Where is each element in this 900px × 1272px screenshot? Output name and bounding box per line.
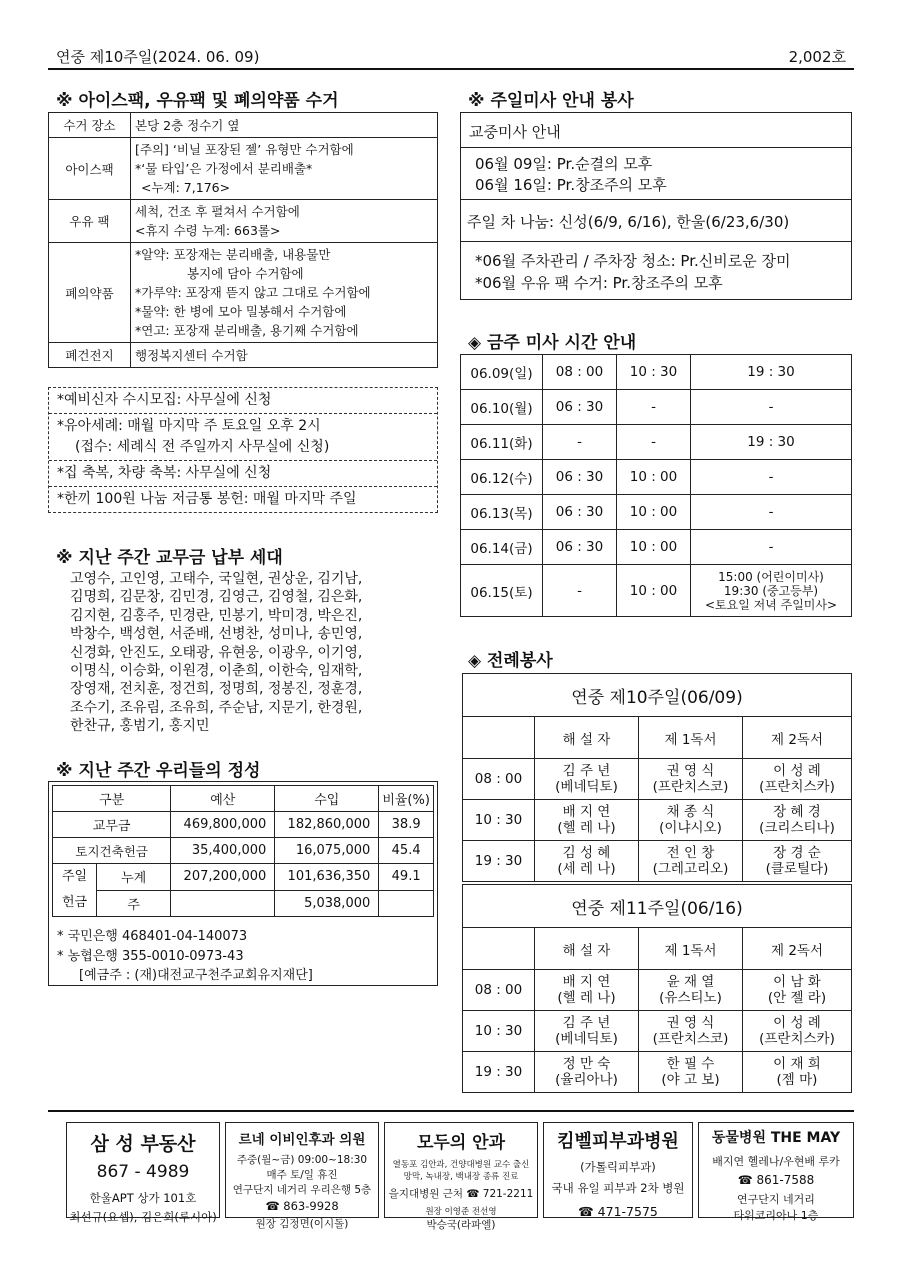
column-header: 예산 (171, 786, 275, 812)
column-header: 수입 (275, 786, 379, 812)
time-cell: 19 : 30 (463, 841, 535, 882)
notice-line: *예비신자 수시모집: 사무실에 신청 (57, 392, 272, 408)
content-line: *연고: 포장재 분리배출, 용기째 수거함에 (135, 323, 359, 338)
commentator-cell (535, 800, 639, 841)
budget-cell (171, 890, 275, 917)
notice-item (49, 388, 437, 414)
person-name: 이 남 화 (773, 974, 821, 990)
time-cell: - (617, 390, 691, 425)
person-name: 이 성 례 (773, 1015, 821, 1031)
baptismal-name: (헬 레 나) (557, 820, 616, 836)
ad-line: 배지연 헬레나/우현배 루카 (712, 1155, 840, 1168)
person-name: 전 인 창 (666, 845, 715, 861)
column-header: 해 설 자 (535, 928, 639, 970)
time-cell: 10 : 00 (617, 495, 691, 530)
time-cell: 08 : 00 (463, 759, 535, 800)
day-cell: 06.14(금) (461, 530, 543, 565)
divider (461, 199, 851, 200)
table-row (461, 460, 852, 495)
person-name: 이 성 례 (773, 763, 821, 779)
ad-line: 연구단지 네거리 우리은행 5층 (232, 1184, 372, 1196)
table-row (53, 812, 434, 838)
ad-name: 동물병원 THE MAY (711, 1130, 841, 1146)
row-label: 우유 팩 (49, 200, 131, 243)
issue-date: 연중 제10주일(2024. 06. 09) (56, 48, 260, 66)
reader2-cell (743, 759, 852, 800)
content-line: *가루약: 포장재 뜯지 않고 그대로 수거함에 (135, 285, 371, 300)
time-cell: 06 : 30 (543, 390, 617, 425)
ad-line: 최선규(요셉), 김은희(루시아) (69, 1210, 217, 1224)
donor-line: 이명식, 이승화, 이원경, 이춘희, 이한숙, 임재학, (70, 663, 363, 680)
baptismal-name: (율리아나) (555, 1072, 618, 1088)
notice-item (49, 461, 437, 487)
table-row (461, 495, 852, 530)
finance-table (52, 785, 434, 917)
time-cell: - (691, 530, 852, 565)
row-label: 수거 장소 (49, 113, 131, 138)
baptismal-name: (베네딕토) (555, 779, 618, 795)
time-cell: 06 : 30 (543, 460, 617, 495)
column-header: 제 2독서 (743, 928, 852, 970)
person-name: 정 만 숙 (562, 1056, 611, 1072)
ad-line: 주중(월~금) 09:00~18:30 (236, 1154, 368, 1166)
person-name: 한 필 수 (666, 1056, 715, 1072)
table-row (49, 343, 438, 368)
table-row (49, 243, 438, 343)
ad-line: 원장 김정면(이시돌) (255, 1218, 349, 1230)
baptismal-name: (클로틸다) (765, 861, 829, 877)
time-cell: 19 : 30 (463, 1052, 535, 1093)
notice-line: (접수: 세례식 전 주일까지 사무실에 신청) (75, 439, 330, 455)
table-header-row (463, 928, 852, 970)
table-row (463, 800, 852, 841)
time-cell: - (543, 425, 617, 460)
time-cell: - (543, 565, 617, 617)
empty-header (463, 717, 535, 759)
baptismal-name: (젬 마) (776, 1072, 818, 1088)
mass-guide-line: 06월 09일: Pr.순결의 모후 (475, 155, 653, 173)
content-line: *물약: 한 병에 모아 밀봉해서 수거함에 (135, 304, 347, 319)
time-cell: 06 : 30 (543, 495, 617, 530)
person-name: 김 성 혜 (562, 845, 611, 861)
notice-line: *집 축복, 차량 축복: 사무실에 신청 (57, 465, 272, 481)
baptismal-name: (프란치스카) (759, 1031, 835, 1047)
column-header: 제 2독서 (743, 717, 852, 759)
table-header-row (463, 717, 852, 759)
donor-names (70, 570, 362, 736)
sunday-mass-title: ※ 주일미사 안내 봉사 (468, 91, 634, 111)
ad-line: 연구단지 네거리 (737, 1193, 815, 1206)
time-cell: 08 : 00 (463, 970, 535, 1011)
time-cell: 06 : 30 (543, 530, 617, 565)
content-line: 행정복지센터 수거함 (135, 347, 248, 363)
column-header: 비율(%) (379, 786, 434, 812)
content-line: 봉지에 담아 수거함에 (187, 266, 304, 281)
reader2-cell (743, 1011, 852, 1052)
commentator-cell (535, 1011, 639, 1052)
table-row (49, 138, 438, 200)
ad-line: 국내 유일 피부과 2차 병원 (551, 1181, 685, 1195)
table-row (461, 565, 852, 617)
person-name: 채 종 식 (666, 804, 715, 820)
bank-account: * 국민은행 468401-04-140073 (57, 929, 248, 944)
day-cell: 06.10(월) (461, 390, 543, 425)
person-name: 장 경 순 (773, 845, 821, 861)
ad-name: 삼 성 부동산 (90, 1133, 196, 1155)
bank-account: * 농협은행 355-0010-0973-43 (57, 949, 244, 964)
person-name: 배 지 연 (562, 974, 611, 990)
time-line: 15:00 (어린이미사) (718, 569, 824, 584)
ad-name: 르네 이비인후과 의원 (238, 1132, 366, 1148)
budget-cell: 469,800,000 (171, 812, 275, 838)
row-content (131, 243, 438, 343)
reader1-cell (639, 970, 743, 1011)
donor-line: 김명희, 김문창, 김민경, 김영근, 김영철, 김은화, (70, 589, 363, 606)
baptismal-name: (프란치스카) (759, 779, 835, 795)
ad-animal-hospital (698, 1122, 854, 1222)
header-divider (48, 68, 854, 70)
reader1-cell (639, 800, 743, 841)
baptismal-name: (베네딕토) (555, 1031, 618, 1047)
donor-line: 김지현, 김홍주, 민경란, 민봉기, 박미경, 박은진, (70, 607, 363, 624)
notice-line: *한끼 100원 나눔 저금통 봉헌: 매월 마지막 주일 (57, 491, 357, 507)
duty-line: *06월 우유 팩 수거: Pr.창조주의 모후 (475, 274, 723, 292)
row-content (131, 138, 438, 200)
notice-line: *유아세례: 매월 마지막 주 토요일 오후 2시 (57, 418, 321, 434)
day-cell: 06.15(토) (461, 565, 543, 617)
notice-item (49, 414, 437, 461)
day-cell: 06.09(일) (461, 355, 543, 390)
table-row (463, 674, 852, 717)
income-cell: 101,636,350 (275, 864, 379, 891)
time-cell: 10 : 30 (463, 800, 535, 841)
time-cell: 08 : 00 (543, 355, 617, 390)
time-line: 19:30 (중고등부) (723, 583, 819, 598)
sunday-label-line: 헌금 (61, 895, 88, 910)
donor-line: 신경화, 안진도, 오태광, 유현웅, 이광우, 이기영, (70, 644, 363, 661)
sunday-label-line: 주일 (61, 869, 88, 884)
income-cell: 5,038,000 (275, 890, 379, 917)
donor-line: 한찬규, 홍범기, 홍지민 (70, 718, 210, 735)
content-line: *‘물 타입’은 가정에서 분리배출* (135, 161, 313, 176)
row-label: 폐건전지 (49, 343, 131, 368)
table-row (49, 113, 438, 138)
week-title: 연중 제10주일(06/09) (463, 674, 852, 717)
person-name: 김 주 년 (562, 763, 611, 779)
ad-line: 박승국(라파엘) (426, 1219, 496, 1231)
content-line: [주의] ‘비닐 포장된 젤’ 유형만 수거함에 (135, 142, 354, 157)
ad-line: (가톨릭피부과) (580, 1160, 656, 1174)
row-label: 폐의약품 (49, 243, 131, 343)
budget-cell: 35,400,000 (171, 838, 275, 864)
ad-eye-clinic (384, 1122, 538, 1231)
commentator-cell (535, 759, 639, 800)
donor-line: 고영수, 고인영, 고태수, 국일현, 권상운, 김기남, (70, 571, 363, 587)
baptismal-name: (유스티노) (659, 990, 722, 1006)
reader2-cell (743, 800, 852, 841)
donors-title: ※ 지난 주간 교무금 납부 세대 (56, 548, 283, 568)
time-cell: 10 : 00 (617, 460, 691, 495)
ad-line: 타워코리아나 1층 (733, 1209, 819, 1222)
ad-name: 모두의 안과 (416, 1133, 506, 1153)
donor-line: 조수기, 조유림, 조유희, 주순남, 지문기, 한경원, (70, 699, 363, 716)
row-content (131, 113, 438, 138)
table-header-row (53, 786, 434, 812)
reader2-cell (743, 841, 852, 882)
time-cell: - (691, 390, 852, 425)
mass-times-title: ◈ 금주 미사 시간 안내 (468, 333, 637, 353)
column-header: 제 1독서 (639, 717, 743, 759)
issue-number: 2,002호 (788, 48, 846, 66)
baptismal-name: (안 젤 라) (767, 990, 827, 1006)
reader1-cell (639, 1011, 743, 1052)
time-cell: 10 : 30 (463, 1011, 535, 1052)
ad-phone: 을지대병원 근처 ☎ 721-2211 (388, 1188, 534, 1200)
person-name: 장 혜 경 (773, 804, 821, 820)
person-name: 김 주 년 (562, 1015, 611, 1031)
income-cell: 16,075,000 (275, 838, 379, 864)
table-row (461, 390, 852, 425)
ad-real-estate (66, 1122, 220, 1224)
row-label: 교무금 (53, 812, 171, 838)
ratio-cell: 45.4 (379, 838, 434, 864)
table-row (463, 970, 852, 1011)
notice-item (49, 487, 437, 512)
donor-line: 장영재, 전치훈, 정건희, 정명희, 정봉진, 정훈경, (70, 681, 363, 698)
table-row (461, 530, 852, 565)
baptismal-name: (프란치스코) (652, 779, 729, 795)
liturgy-table-week1 (462, 673, 852, 882)
mass-times-table (460, 354, 852, 617)
column-header: 구분 (53, 786, 171, 812)
ad-line: 원장 이영준 전선영 (425, 1207, 497, 1217)
empty-header (463, 928, 535, 970)
liturgy-table-week2 (462, 884, 852, 1093)
baptismal-name: (세 레 나) (557, 861, 616, 877)
table-row (49, 200, 438, 243)
baptismal-name: (야 고 보) (661, 1072, 720, 1088)
reader2-cell (743, 1052, 852, 1093)
ratio-cell: 38.9 (379, 812, 434, 838)
table-row (53, 838, 434, 864)
table-row (53, 890, 434, 917)
ad-phone: 867 - 4989 (96, 1162, 190, 1182)
baptismal-name: (그레고리오) (652, 861, 729, 877)
person-name: 권 영 식 (666, 763, 715, 779)
reader2-cell (743, 970, 852, 1011)
table-row (463, 759, 852, 800)
person-name: 배 지 연 (562, 804, 611, 820)
day-cell: 06.13(목) (461, 495, 543, 530)
footer-divider (48, 1110, 854, 1112)
ad-phone: ☎ 863-9928 (265, 1199, 339, 1213)
mass-guide-line: 06월 16일: Pr.창조주의 모후 (475, 176, 667, 194)
baptismal-name: (헬 레 나) (557, 990, 616, 1006)
table-row (463, 841, 852, 882)
divider (461, 241, 851, 242)
table-row (463, 885, 852, 928)
sunday-mass-subtitle: 교중미사 안내 (469, 123, 561, 141)
table-row (463, 1011, 852, 1052)
day-cell: 06.11(화) (461, 425, 543, 460)
week-title: 연중 제11주일(06/16) (463, 885, 852, 928)
sharing-line: 주일 차 나눔: 신성(6/9, 6/16), 한울(6/23,6/30) (467, 213, 790, 231)
time-cell: 19 : 30 (691, 425, 852, 460)
ad-line: 매주 토/일 휴진 (266, 1169, 338, 1181)
baptismal-name: (크리스티나) (759, 820, 835, 836)
commentator-cell (535, 970, 639, 1011)
table-row (461, 355, 852, 390)
table-row (53, 864, 434, 891)
table-row (463, 1052, 852, 1093)
time-cell: - (691, 460, 852, 495)
content-line: <휴지 수령 누계: 663롤> (135, 223, 281, 238)
notice-box (48, 387, 438, 513)
row-content (131, 343, 438, 368)
ad-phone: ☎ 861-7588 (737, 1173, 815, 1187)
row-content (131, 200, 438, 243)
ad-dermatology (543, 1122, 693, 1218)
duty-line: *06월 주차관리 / 주차장 청소: Pr.신비로운 장미 (475, 252, 791, 270)
liturgy-title: ◈ 전례봉사 (468, 651, 553, 671)
reader1-cell (639, 759, 743, 800)
time-line: <토요일 저녁 주일미사> (704, 597, 838, 612)
ratio-cell: 49.1 (379, 864, 434, 891)
reader1-cell (639, 1052, 743, 1093)
row-label: 주 (97, 890, 171, 917)
column-header: 해 설 자 (535, 717, 639, 759)
time-cell: - (617, 425, 691, 460)
day-cell: 06.12(수) (461, 460, 543, 495)
time-cell (691, 565, 852, 617)
time-cell: 19 : 30 (691, 355, 852, 390)
table-row (461, 425, 852, 460)
column-header: 제 1독서 (639, 928, 743, 970)
time-cell: 10 : 00 (617, 530, 691, 565)
collection-title: ※ 아이스팩, 우유팩 및 폐의약품 수거 (56, 91, 339, 111)
content-line: 본당 2층 정수기 옆 (135, 117, 240, 133)
person-name: 권 영 식 (666, 1015, 715, 1031)
person-name: 윤 재 열 (666, 974, 715, 990)
finance-title: ※ 지난 주간 우리들의 정성 (56, 761, 261, 781)
baptismal-name: (이냐시오) (659, 820, 722, 836)
collection-table (48, 112, 438, 368)
ad-line: 망막, 녹내장, 백내장 종류 진료 (403, 1172, 519, 1182)
finance-box (48, 781, 438, 986)
time-cell: - (691, 495, 852, 530)
sunday-mass-box (460, 112, 852, 300)
ad-line: 열동포 김안과, 건양대병원 교수 출신 (392, 1160, 530, 1170)
budget-cell: 207,200,000 (171, 864, 275, 891)
commentator-cell (535, 1052, 639, 1093)
divider (461, 147, 851, 148)
row-label: 토지건축헌금 (53, 838, 171, 864)
account-holder: [예금주 : (재)대전교구천주교회유지재단] (79, 968, 313, 983)
ad-ent-clinic (225, 1122, 379, 1230)
content-line: *알약: 포장재는 분리배출, 내용물만 (135, 247, 331, 262)
donor-line: 박창수, 백성현, 서준배, 선병찬, 성미나, 송민영, (70, 626, 363, 643)
time-cell: 10 : 30 (617, 355, 691, 390)
ad-phone: ☎ 471-7575 (578, 1204, 658, 1219)
sunday-offering-label (53, 864, 97, 917)
income-cell: 182,860,000 (275, 812, 379, 838)
commentator-cell (535, 841, 639, 882)
reader1-cell (639, 841, 743, 882)
person-name: 이 재 희 (773, 1056, 821, 1072)
time-cell: 10 : 00 (617, 565, 691, 617)
content-line: <누계: 7,176> (141, 180, 231, 195)
ad-name: 킴벨피부과병원 (557, 1131, 679, 1152)
ratio-cell (379, 890, 434, 917)
baptismal-name: (프란치스코) (652, 1031, 729, 1047)
ad-line: 한울APT 상가 101호 (89, 1191, 197, 1205)
row-label: 누계 (97, 864, 171, 891)
content-line: 세척, 건조 후 펼쳐서 수거함에 (135, 204, 300, 219)
row-label: 아이스팩 (49, 138, 131, 200)
